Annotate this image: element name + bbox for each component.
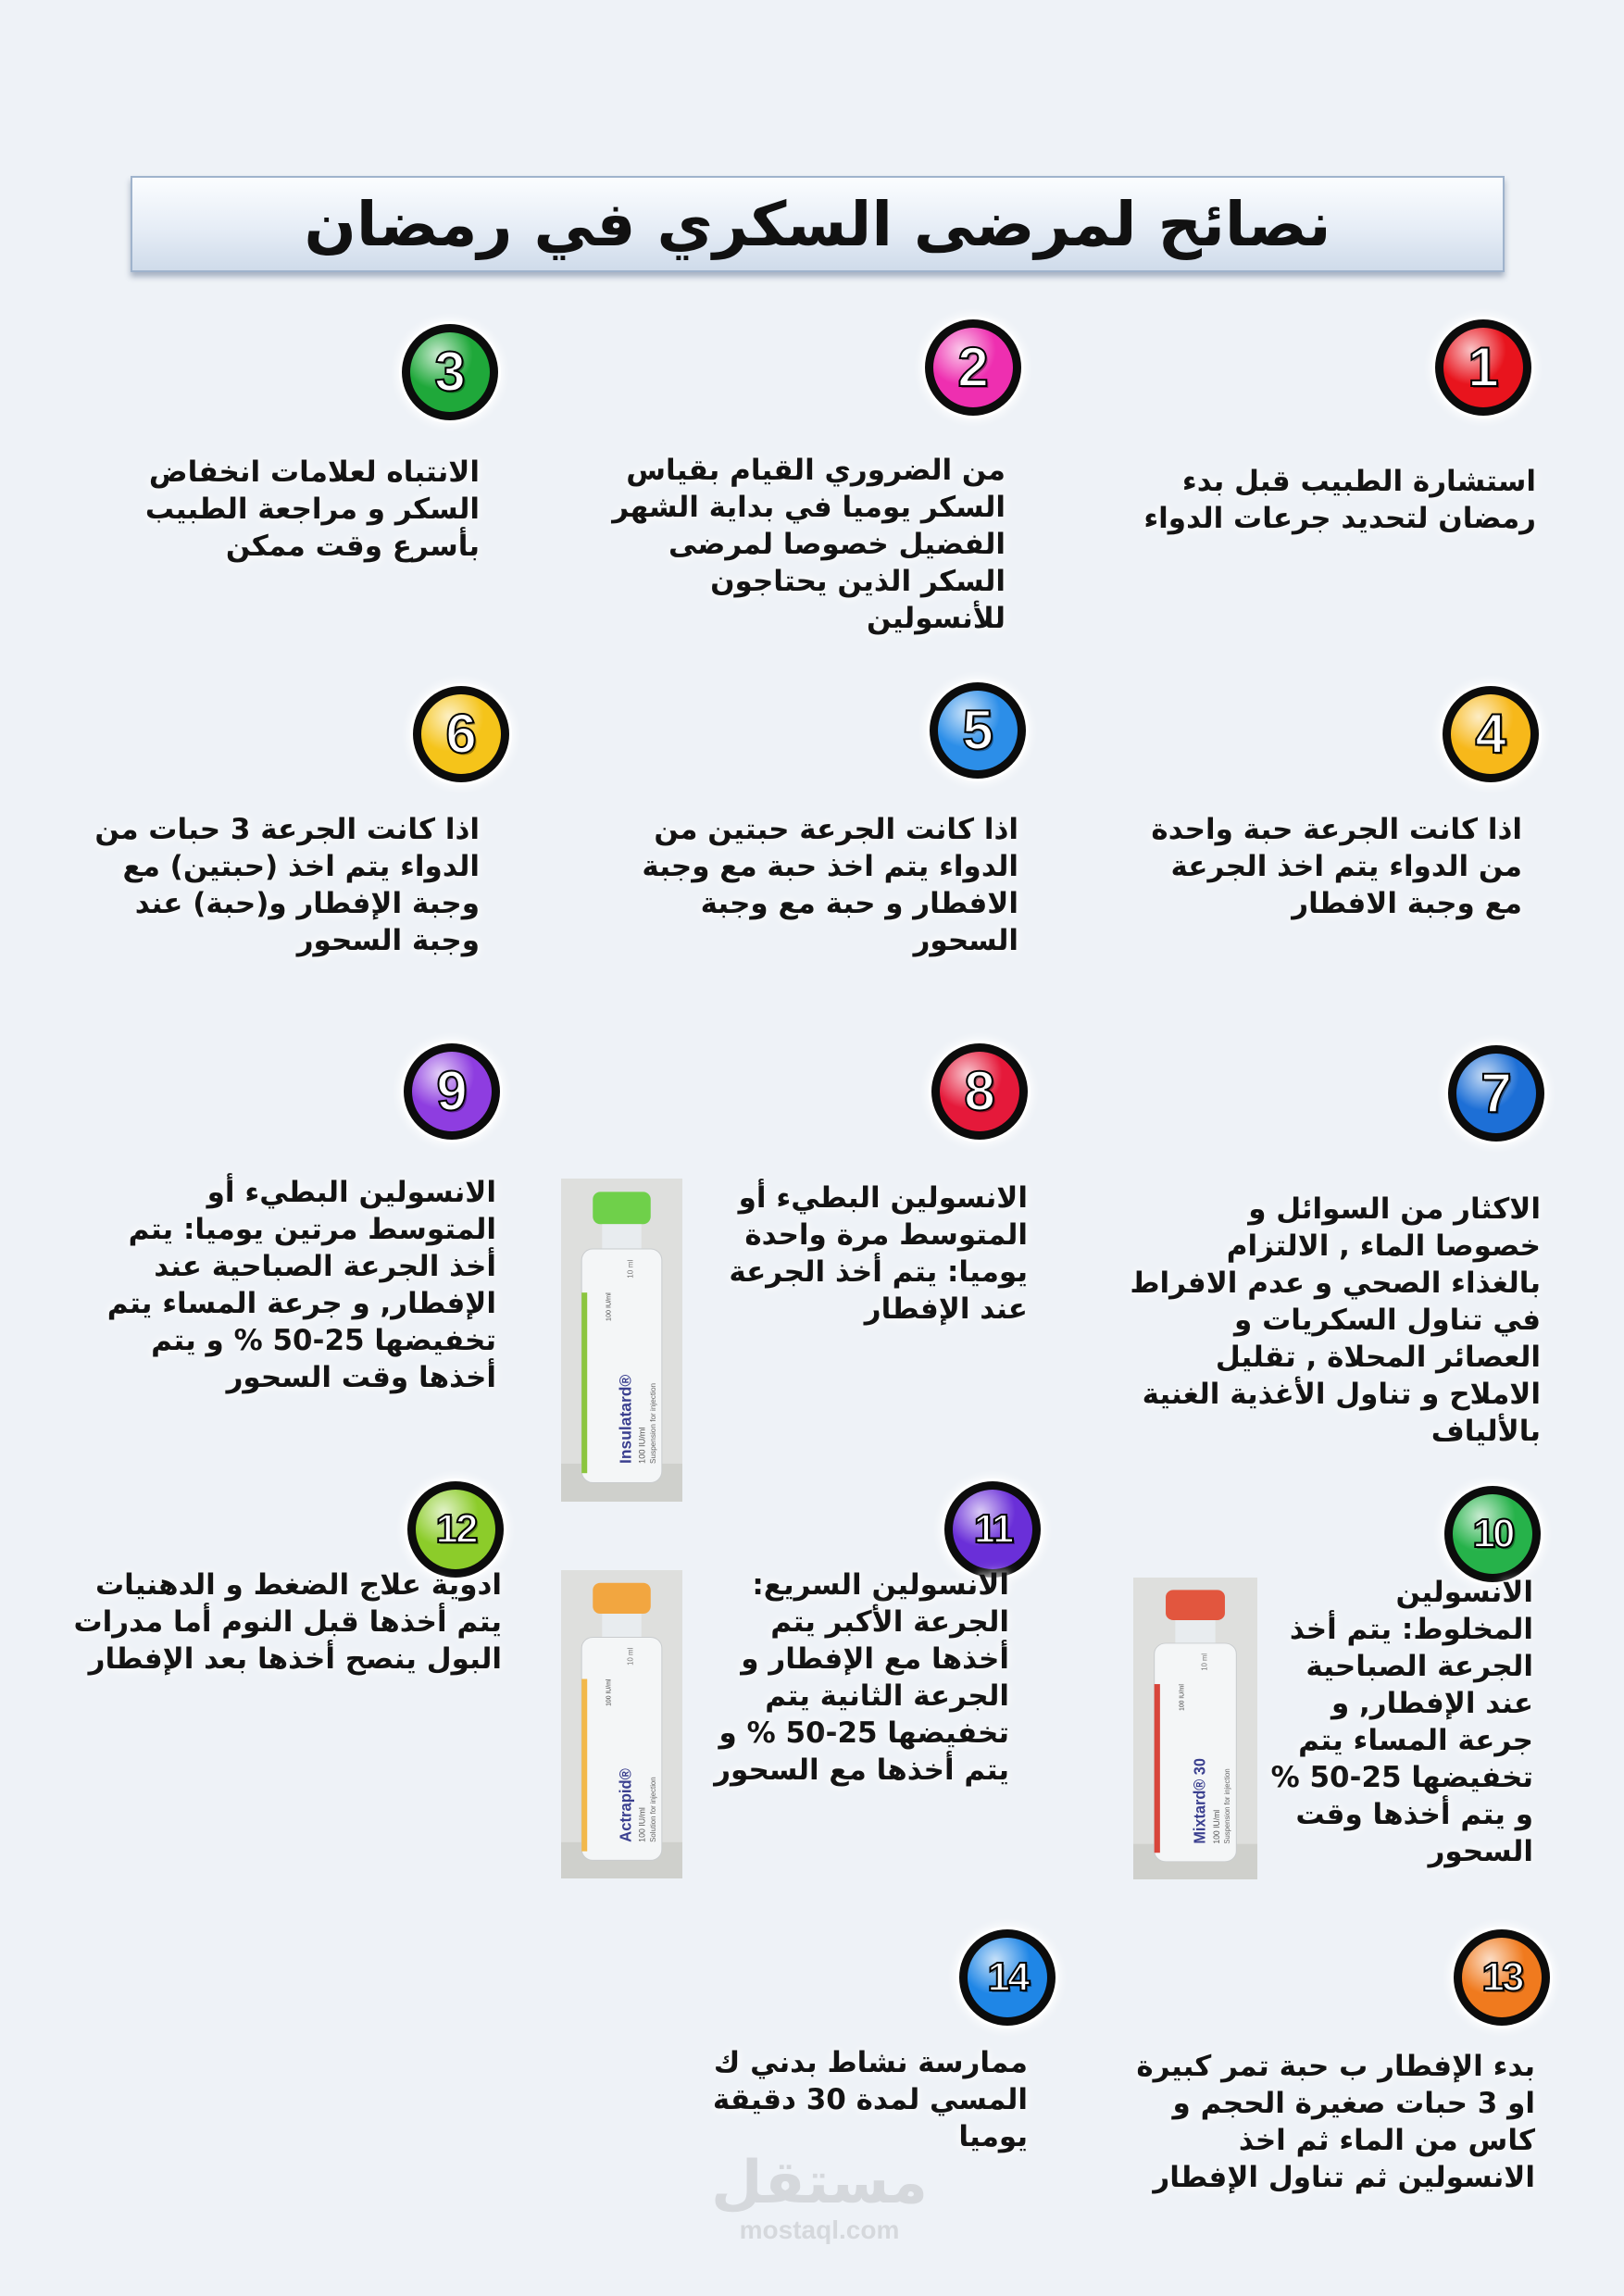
tip-line: تخفيضها 25-50 % و يتم [151, 1324, 496, 1357]
tip-line: السكر الذين يحتاجون [710, 565, 1006, 598]
badge-3 [402, 324, 498, 420]
page-title: نصائح لمرضى السكري في رمضان [304, 188, 1331, 260]
badge-number: 10 [1472, 1511, 1513, 1556]
tip-line: المتوسط مرة واحدة [744, 1218, 1028, 1252]
badge-7 [1448, 1045, 1544, 1142]
tip-line: الدواء يتم اخذ (حبتين) مع [122, 850, 480, 883]
vial-volume: 10 ml [626, 1647, 635, 1666]
tip-line: الجرعة الثانية يتم [765, 1679, 1009, 1713]
badge-13 [1454, 1929, 1550, 2026]
vial-brand: Mixtard® 30 [1190, 1758, 1209, 1844]
tip-line: الانسولين البطيء أو [206, 1176, 496, 1209]
actrapid-vial-image [561, 1570, 682, 1878]
tip-13 [1136, 2048, 1535, 2196]
tip-line: كاس من الماء ثم اخذ [1238, 2124, 1535, 2157]
tip-line: المسي لمدة 30 دقيقة [712, 2083, 1028, 2116]
tip-line: في تناول السكريات و [1234, 1304, 1541, 1337]
vial-strength-tag: 100 IU/ml [1179, 1684, 1186, 1711]
badge-number: 12 [435, 1506, 476, 1552]
tip-line: او 3 حبات صغيرة الحجم و [1172, 2087, 1535, 2120]
tip-line: للأنسولين [867, 602, 1006, 635]
watermark [699, 2150, 940, 2244]
tip-line: أخذها وقت السحور [226, 1361, 496, 1394]
tip-line: أخذ الجرعة الصباحية عند [154, 1250, 496, 1283]
insulatard-vial-image [561, 1179, 682, 1502]
tip-line: السحور [1428, 1835, 1533, 1868]
tip-line: السحور [913, 924, 1018, 957]
tip-line: يوميا: يتم أخذ الجرعة [729, 1255, 1028, 1289]
tip-line: الاكثار من السوائل و [1248, 1192, 1541, 1226]
vial-color-band [581, 1679, 587, 1852]
tip-line: المتوسط مرتين يوميا: يتم [128, 1213, 496, 1246]
vial-cap [1166, 1590, 1225, 1620]
tip-9 [107, 1174, 496, 1396]
tip-line: السكر يوميا في بداية الشهر [612, 491, 1006, 524]
tip-line: المخلوط: يتم أخذ [1289, 1613, 1533, 1646]
tip-line: بالألياف [1430, 1415, 1541, 1448]
badge-9 [404, 1043, 500, 1140]
tip-line: من الدواء يتم اخذ الجرعة [1170, 850, 1522, 883]
tip-line: الاملاح و تناول الأغذية الغنية [1142, 1378, 1541, 1411]
tip-line: الانتباه لعلامات انخفاض [148, 455, 480, 489]
tip-10 [1271, 1574, 1533, 1870]
tip-line: بالغذاء الصحي و عدم الافراط [1130, 1267, 1541, 1300]
vial-form: Suspension for injection [648, 1382, 657, 1464]
tip-line: يتم أخذها مع السحور [714, 1753, 1009, 1787]
badge-5 [930, 682, 1026, 779]
tip-line: الإفطار, و جرعة المساء يتم [106, 1287, 496, 1320]
badge-number: 8 [964, 1060, 995, 1122]
tip-line: وجبة السحور [296, 924, 480, 957]
badge-6 [413, 686, 509, 782]
tip-line: ممارسة نشاط بدني ك [713, 2046, 1028, 2079]
badge-14 [959, 1929, 1056, 2026]
tip-line: الجرعة الأكبر يتم [770, 1605, 1009, 1639]
tip-line: بأسرع وقت ممكن [225, 530, 480, 563]
tip-11 [714, 1566, 1009, 1789]
tip-line: استشارة الطبيب قبل بدء [1181, 465, 1536, 498]
tip-12 [74, 1566, 502, 1678]
badge-number: 13 [1481, 1954, 1522, 2000]
tip-line: عند الإفطار, و [1330, 1687, 1533, 1720]
vial-volume: 10 ml [626, 1259, 635, 1279]
tip-line: من الضروري القيام بقياس [626, 454, 1006, 487]
badge-2 [925, 319, 1021, 416]
tip-line: أخذها مع الإفطار و [741, 1642, 1009, 1676]
badge-number: 11 [973, 1506, 1012, 1552]
tip-line: تخفيضها 25-50 % و [718, 1716, 1009, 1750]
badge-4 [1443, 686, 1539, 782]
tip-line: يوميا [958, 2120, 1028, 2153]
badge-number: 5 [962, 699, 993, 761]
badge-number: 3 [434, 341, 466, 403]
vial-strength-tag: 100 IU/ml [606, 1678, 613, 1706]
vial-cap [593, 1583, 650, 1614]
tip-7 [1130, 1191, 1541, 1450]
vial-color-band [1155, 1684, 1160, 1853]
tip-line: الانسولين البطيء أو [738, 1181, 1028, 1215]
tip-line: جرعة المساء يتم [1298, 1724, 1533, 1757]
badge-number: 14 [987, 1954, 1028, 2000]
vial-strength-tag: 100 IU/ml [605, 1292, 613, 1321]
tip-line: اذا كانت الجرعة 3 حبات من [94, 813, 480, 846]
watermark-logo: مستقل [710, 2149, 929, 2217]
tip-line: تخفيضها 25-50 % [1270, 1761, 1533, 1794]
vial-brand: Insulatard® [616, 1374, 635, 1464]
vial-concentration: 100 IU/ml [637, 1807, 647, 1842]
vial-form: Solution for injection [648, 1777, 657, 1842]
tip-line: مع وجبة الافطار [1292, 887, 1522, 920]
tip-14 [713, 2044, 1028, 2155]
tip-line: السكر و مراجعة الطبيب [144, 493, 480, 526]
tip-line: الدواء يتم اخذ حبة مع وجبة [642, 850, 1018, 883]
watermark-url: mostaql.com [739, 2215, 900, 2244]
badge-number: 7 [1480, 1062, 1512, 1124]
tip-2 [612, 452, 1006, 637]
tip-line: الانسولين [1395, 1576, 1533, 1609]
badge-number: 9 [436, 1060, 468, 1122]
tip-line: ادوية علاج الضغط و الدهنيات [94, 1568, 502, 1602]
badge-1 [1435, 319, 1531, 416]
vial-volume: 10 ml [1200, 1653, 1209, 1671]
vial-cap [593, 1192, 650, 1224]
tip-line: الانسولين ثم تناول الإفطار [1153, 2161, 1535, 2194]
tip-line: يتم أخذها قبل النوم أما مدرات [73, 1605, 502, 1639]
badge-number: 6 [445, 703, 477, 765]
vial-brand: Actrapid® [617, 1768, 635, 1842]
tip-line: العصائر المحلاة , تقليل [1215, 1341, 1541, 1374]
tip-line: اذا كانت الجرعة حبتين من [654, 813, 1018, 846]
tip-6 [94, 811, 480, 959]
tip-line: الجرعة الصباحية [1305, 1650, 1533, 1683]
badge-number: 1 [1468, 336, 1499, 398]
tip-line: رمضان لتحديد جرعات الدواء [1143, 502, 1536, 535]
vial-concentration: 100 IU/ml [1211, 1809, 1221, 1844]
tip-line: الافطار و حبة مع وجبة [700, 887, 1018, 920]
tip-5 [642, 811, 1018, 959]
tip-line: عند الإفطار [864, 1292, 1028, 1326]
badge-11 [944, 1481, 1041, 1578]
tip-4 [1151, 811, 1522, 922]
tip-line: البول ينصح أخذها بعد الإفطار [88, 1642, 502, 1676]
tip-line: اذا كانت الجرعة حبة واحدة [1151, 813, 1522, 846]
vial-color-band [581, 1292, 587, 1473]
vial-concentration: 100 IU/ml [637, 1427, 647, 1464]
tip-line: الفضيل خصوصا لمرضى [668, 528, 1006, 561]
title-banner [131, 176, 1505, 272]
badge-12 [407, 1481, 504, 1578]
vial-form: Suspension for injection [1222, 1768, 1232, 1844]
tip-line: الانسولين السريع: [752, 1568, 1009, 1602]
tip-line: وجبة الإفطار و(حبة) عند [134, 887, 480, 920]
badge-10 [1444, 1486, 1541, 1582]
badge-number: 2 [957, 336, 989, 398]
tip-3 [145, 454, 480, 565]
tip-line: بدء الإفطار ب حبة تمر كبيرة [1136, 2050, 1535, 2083]
tip-1 [1143, 463, 1536, 537]
tip-8 [729, 1179, 1028, 1328]
tip-line: و يتم أخذها وقت [1295, 1798, 1533, 1831]
mixtard-vial-image [1133, 1578, 1257, 1879]
tip-line: خصوصا الماء , الالتزام [1226, 1229, 1541, 1263]
badge-8 [931, 1043, 1028, 1140]
badge-number: 4 [1475, 703, 1506, 765]
